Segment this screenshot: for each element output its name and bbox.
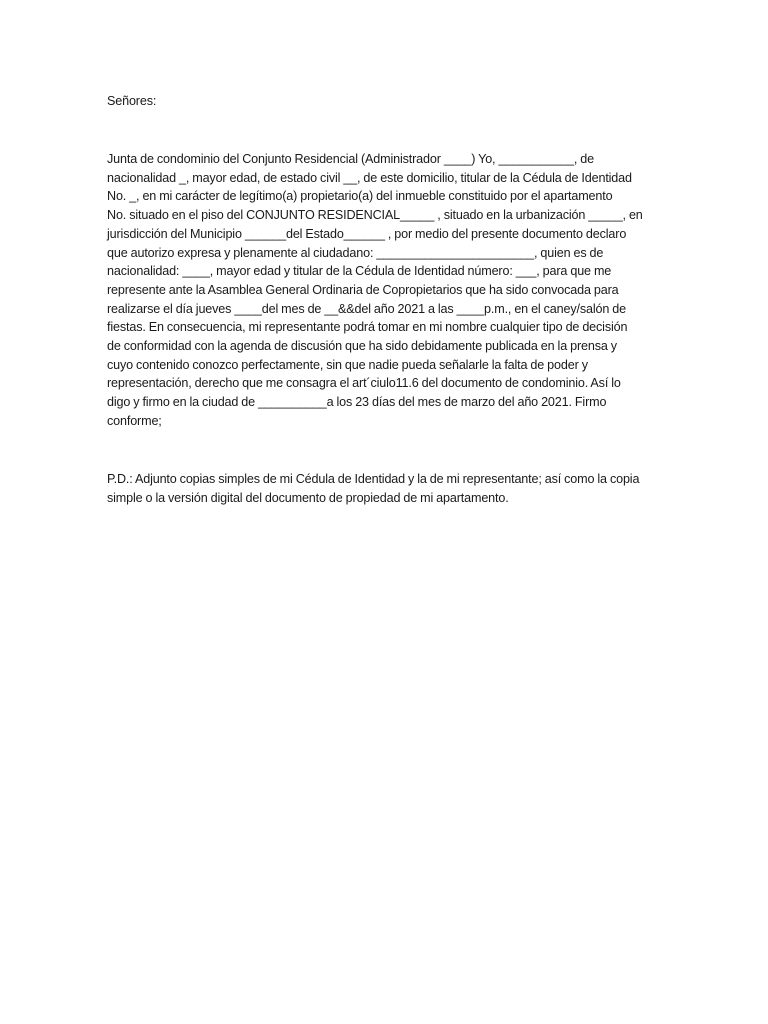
paragraph-line: que autorizo expresa y plenamente al ciudadano: _______________________, quien es de xyxy=(107,245,604,260)
salutation-line: Señores: xyxy=(107,94,157,108)
paragraph-line: nacionalidad: ____, mayor edad y titular de la Cédula de Identidad número: ___, para que me xyxy=(107,264,612,279)
paragraph-line: nacionalidad _, mayor edad, de estado civil __, de este domicilio, titular de la Cédula de Identidad xyxy=(107,170,632,185)
paragraph-line: No. situado en el piso del CONJUNTO RESIDENCIAL_____ , situado en la urbanización _____, en xyxy=(107,208,643,223)
paragraph-line: conforme; xyxy=(107,413,162,428)
paragraph-line: digo y firmo en la ciudad de __________a los 23 días del mes de marzo del año 2021. Firmo xyxy=(107,395,607,410)
paragraph-line: represente ante la Asamblea General Ordinaria de Copropietarios que ha sido convocada para xyxy=(107,282,619,297)
postscript-paragraph xyxy=(107,470,667,507)
paragraph-line: No. _, en mi carácter de legítimo(a) propietario(a) del inmueble constituido por el apartamento xyxy=(107,189,613,204)
salutation xyxy=(107,92,667,111)
postscript-line: P.D.: Adjunto copias simples de mi Cédula de Identidad y la de mi representante; así como la copia xyxy=(107,472,640,486)
paragraph-line: fiestas. En consecuencia, mi representante podrá tomar en mi nombre cualquier tipo de decisión xyxy=(107,320,628,335)
paragraph-line: Junta de condominio del Conjunto Residencial (Administrador ____) Yo, ___________, de xyxy=(107,152,594,166)
paragraph-line: jurisdicción del Municipio ______del Estado______ , por medio del presente documento declaro xyxy=(107,226,627,241)
paragraph-line: cuyo contenido conozco perfectamente, sin que nadie pueda señalarle la falta de poder y xyxy=(107,357,588,372)
postscript-line: simple o la versión digital del documento de propiedad de mi apartamento. xyxy=(107,490,509,505)
authorization-paragraph xyxy=(107,150,667,431)
paragraph-line: realizarse el día jueves ____del mes de __&&del año 2021 a las ____p.m., en el caney/salón de xyxy=(107,301,626,316)
paragraph-line: de conformidad con la agenda de discusión que ha sido debidamente publicada en la prensa y xyxy=(107,339,617,354)
paragraph-line: representación, derecho que me consagra el art´ciulo11.6 del documento de condominio. Así lo xyxy=(107,376,621,391)
